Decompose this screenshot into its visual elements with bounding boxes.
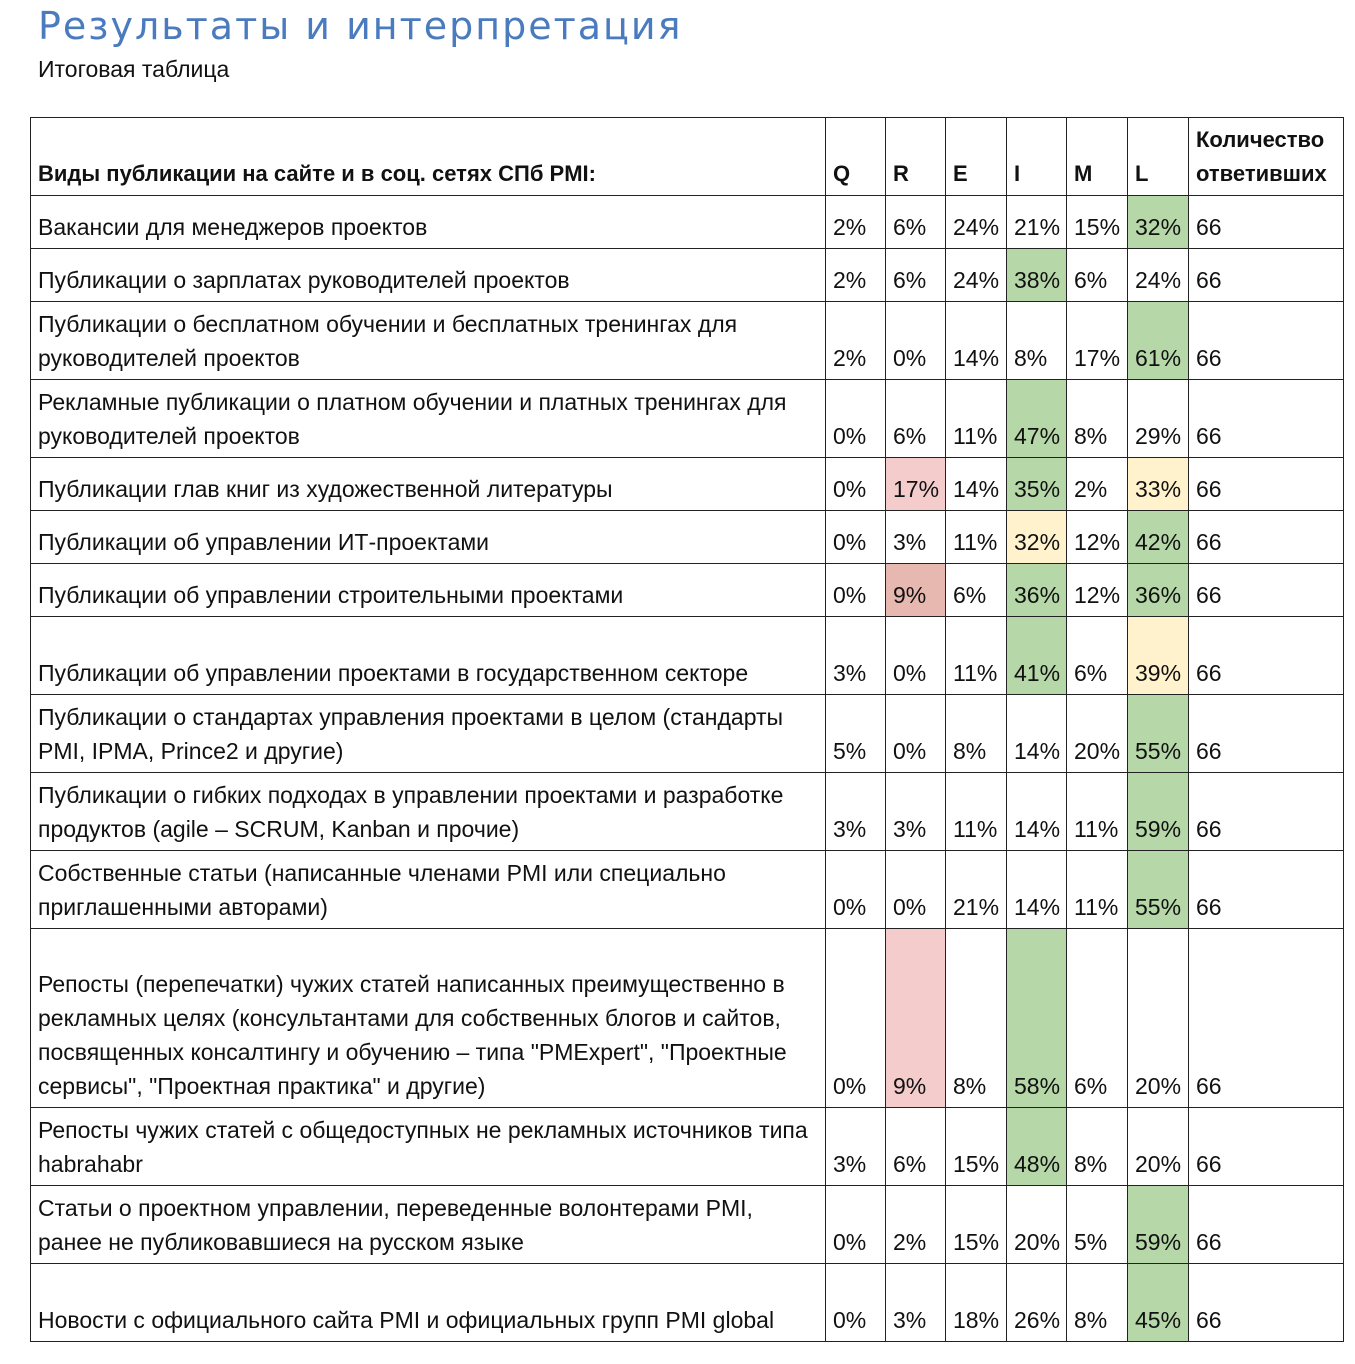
cell-q: 0% (826, 511, 886, 564)
cell-count: 66 (1189, 511, 1344, 564)
cell-i: 14% (1007, 851, 1067, 929)
cell-q: 2% (826, 302, 886, 380)
row-label: Публикации о гибких подходах в управлении проектами и разработке продуктов (agile – SCRUM, Kanban и прочие) (31, 773, 826, 851)
table-row (31, 851, 1344, 929)
page-title: Результаты и интерпретация (38, 4, 683, 48)
table-body (31, 196, 1344, 1342)
cell-count: 66 (1189, 1186, 1344, 1264)
row-label: Публикации об управлении строительными проектами (31, 564, 826, 617)
cell-i: 32% (1007, 511, 1067, 564)
cell-l: 61% (1128, 302, 1189, 380)
header-q: Q (826, 118, 886, 196)
cell-m: 11% (1067, 851, 1128, 929)
cell-q: 0% (826, 564, 886, 617)
cell-r: 3% (886, 511, 946, 564)
cell-l: 29% (1128, 380, 1189, 458)
header-i: I (1007, 118, 1067, 196)
header-publication-type: Виды публикации на сайте и в соц. сетях СПб PMI: (31, 118, 826, 196)
cell-e: 24% (946, 196, 1007, 249)
cell-q: 3% (826, 1108, 886, 1186)
table-row (31, 511, 1344, 564)
cell-l: 20% (1128, 929, 1189, 1108)
row-label: Публикации глав книг из художественной литературы (31, 458, 826, 511)
cell-e: 15% (946, 1186, 1007, 1264)
table-row (31, 380, 1344, 458)
cell-count: 66 (1189, 458, 1344, 511)
cell-m: 6% (1067, 617, 1128, 695)
row-label: Собственные статьи (написанные членами PMI или специально приглашенными авторами) (31, 851, 826, 929)
row-label: Репосты (перепечатки) чужих статей написанных преимущественно в рекламных целях (консультантами для собственных блогов и сайтов, посвященных консалтингу и обучению – типа "PMExpert", "Проектные сервисы", "Проектная практика" и другие) (31, 929, 826, 1108)
cell-count: 66 (1189, 1108, 1344, 1186)
cell-e: 14% (946, 302, 1007, 380)
cell-l: 59% (1128, 773, 1189, 851)
cell-l: 45% (1128, 1264, 1189, 1342)
cell-l: 32% (1128, 196, 1189, 249)
cell-count: 66 (1189, 380, 1344, 458)
cell-i: 35% (1007, 458, 1067, 511)
table-row (31, 458, 1344, 511)
cell-i: 14% (1007, 773, 1067, 851)
cell-i: 38% (1007, 249, 1067, 302)
table-row (31, 773, 1344, 851)
cell-r: 9% (886, 929, 946, 1108)
row-label: Репосты чужих статей с общедоступных не рекламных источников типа habrahabr (31, 1108, 826, 1186)
table-row (31, 617, 1344, 695)
row-label: Публикации о бесплатном обучении и бесплатных тренингах для руководителей проектов (31, 302, 826, 380)
cell-l: 55% (1128, 695, 1189, 773)
table-row (31, 695, 1344, 773)
cell-m: 15% (1067, 196, 1128, 249)
table-row (31, 302, 1344, 380)
cell-i: 41% (1007, 617, 1067, 695)
cell-l: 24% (1128, 249, 1189, 302)
cell-e: 21% (946, 851, 1007, 929)
cell-e: 8% (946, 929, 1007, 1108)
table-row (31, 196, 1344, 249)
header-respondents-count: Количество ответивших (1189, 118, 1344, 196)
cell-count: 66 (1189, 249, 1344, 302)
cell-r: 3% (886, 1264, 946, 1342)
cell-i: 21% (1007, 196, 1067, 249)
cell-r: 9% (886, 564, 946, 617)
cell-r: 2% (886, 1186, 946, 1264)
cell-m: 12% (1067, 511, 1128, 564)
cell-count: 66 (1189, 196, 1344, 249)
cell-m: 8% (1067, 1264, 1128, 1342)
cell-q: 0% (826, 380, 886, 458)
row-label: Вакансии для менеджеров проектов (31, 196, 826, 249)
cell-m: 8% (1067, 380, 1128, 458)
cell-e: 18% (946, 1264, 1007, 1342)
table-row (31, 249, 1344, 302)
row-label: Публикации о стандартах управления проектами в целом (стандарты PMI, IPMA, Prince2 и другие) (31, 695, 826, 773)
cell-q: 0% (826, 1186, 886, 1264)
table-row (31, 1186, 1344, 1264)
cell-m: 2% (1067, 458, 1128, 511)
cell-count: 66 (1189, 1264, 1344, 1342)
cell-e: 11% (946, 617, 1007, 695)
cell-q: 3% (826, 617, 886, 695)
cell-m: 5% (1067, 1186, 1128, 1264)
cell-l: 59% (1128, 1186, 1189, 1264)
cell-l: 55% (1128, 851, 1189, 929)
cell-e: 11% (946, 511, 1007, 564)
cell-r: 0% (886, 851, 946, 929)
cell-r: 17% (886, 458, 946, 511)
cell-r: 0% (886, 617, 946, 695)
cell-e: 24% (946, 249, 1007, 302)
row-label: Новости с официального сайта PMI и официальных групп PMI global (31, 1264, 826, 1342)
row-label: Статьи о проектном управлении, переведенные волонтерами PMI, ранее не публиковавшиеся на русском языке (31, 1186, 826, 1264)
cell-r: 6% (886, 1108, 946, 1186)
table-header-row (31, 118, 1344, 196)
cell-count: 66 (1189, 302, 1344, 380)
cell-e: 14% (946, 458, 1007, 511)
cell-q: 0% (826, 458, 886, 511)
cell-count: 66 (1189, 695, 1344, 773)
cell-count: 66 (1189, 929, 1344, 1108)
cell-q: 0% (826, 929, 886, 1108)
cell-r: 6% (886, 249, 946, 302)
cell-count: 66 (1189, 617, 1344, 695)
cell-i: 48% (1007, 1108, 1067, 1186)
cell-i: 58% (1007, 929, 1067, 1108)
cell-m: 17% (1067, 302, 1128, 380)
cell-i: 8% (1007, 302, 1067, 380)
cell-m: 8% (1067, 1108, 1128, 1186)
results-table (30, 117, 1344, 1342)
row-label: Публикации об управлении ИТ-проектами (31, 511, 826, 564)
header-e: E (946, 118, 1007, 196)
cell-q: 2% (826, 249, 886, 302)
row-label: Рекламные публикации о платном обучении и платных тренингах для руководителей проектов (31, 380, 826, 458)
cell-e: 11% (946, 773, 1007, 851)
cell-i: 20% (1007, 1186, 1067, 1264)
header-r: R (886, 118, 946, 196)
row-label: Публикации о зарплатах руководителей проектов (31, 249, 826, 302)
cell-q: 2% (826, 196, 886, 249)
cell-e: 15% (946, 1108, 1007, 1186)
cell-m: 12% (1067, 564, 1128, 617)
cell-r: 6% (886, 380, 946, 458)
cell-q: 3% (826, 773, 886, 851)
cell-l: 42% (1128, 511, 1189, 564)
cell-r: 3% (886, 773, 946, 851)
cell-m: 20% (1067, 695, 1128, 773)
row-label: Публикации об управлении проектами в государственном секторе (31, 617, 826, 695)
header-l: L (1128, 118, 1189, 196)
cell-i: 26% (1007, 1264, 1067, 1342)
header-m: M (1067, 118, 1128, 196)
cell-q: 0% (826, 851, 886, 929)
table-row (31, 1264, 1344, 1342)
cell-m: 6% (1067, 929, 1128, 1108)
table-row (31, 929, 1344, 1108)
cell-l: 36% (1128, 564, 1189, 617)
cell-e: 6% (946, 564, 1007, 617)
cell-m: 6% (1067, 249, 1128, 302)
page-subtitle: Итоговая таблица (38, 56, 230, 82)
cell-i: 36% (1007, 564, 1067, 617)
cell-l: 39% (1128, 617, 1189, 695)
cell-count: 66 (1189, 564, 1344, 617)
cell-e: 11% (946, 380, 1007, 458)
table-row (31, 1108, 1344, 1186)
cell-e: 8% (946, 695, 1007, 773)
cell-count: 66 (1189, 773, 1344, 851)
cell-i: 14% (1007, 695, 1067, 773)
cell-i: 47% (1007, 380, 1067, 458)
cell-r: 0% (886, 302, 946, 380)
cell-r: 0% (886, 695, 946, 773)
cell-m: 11% (1067, 773, 1128, 851)
cell-q: 5% (826, 695, 886, 773)
cell-count: 66 (1189, 851, 1344, 929)
cell-q: 0% (826, 1264, 886, 1342)
cell-l: 33% (1128, 458, 1189, 511)
cell-l: 20% (1128, 1108, 1189, 1186)
cell-r: 6% (886, 196, 946, 249)
table-row (31, 564, 1344, 617)
